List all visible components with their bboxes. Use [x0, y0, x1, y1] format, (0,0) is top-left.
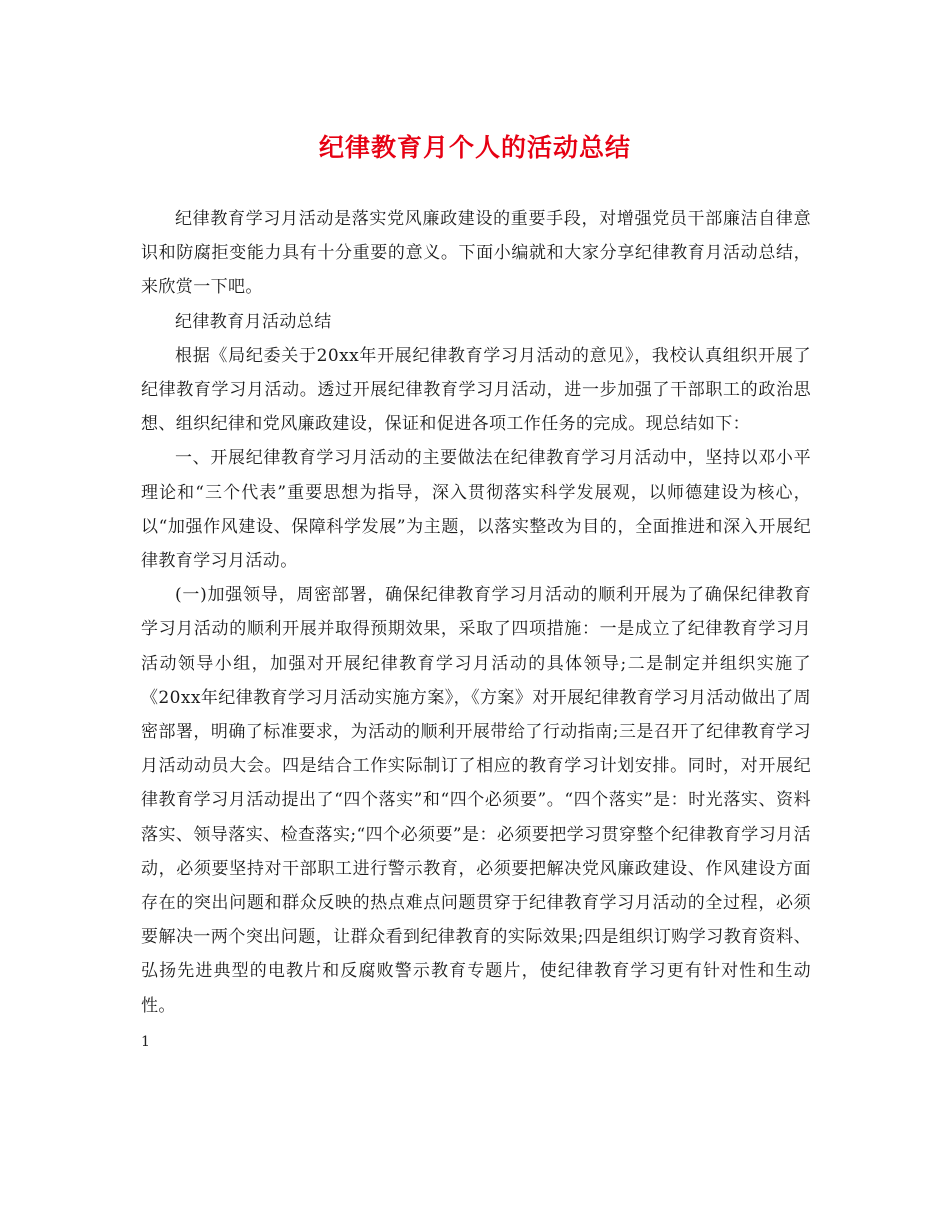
document-title: 纪律教育月个人的活动总结 [318, 133, 631, 162]
paragraph-subheading: 纪律教育月活动总结 [175, 311, 332, 332]
paragraph-intro: 纪律教育学习月活动是落实党风廉政建设的重要手段，对增强党员干部廉洁自律意识和防腐拒变能力具有十分重要的意义。下面小编就和大家分享纪律教育月活动总结，来欣赏一下吧。 [141, 209, 811, 298]
document-body [141, 202, 811, 1023]
page-number: 1 [141, 1034, 150, 1050]
paragraph-basis: 根据《局纪委关于20xx年开展纪律教育学习月活动的意见》，我校认真组织开展了纪律教育学习月活动。透过开展纪律教育学习月活动，进一步加强了干部职工的政治思想、组织纪律和党风廉政建设，保证和促进各项工作任务的完成。现总结如下： [141, 345, 811, 435]
paragraph-subsection-one: (一)加强领导，周密部署，确保纪律教育学习月活动的顺利开展为了确保纪律教育学习月活动的顺利开展并取得预期效果，采取了四项措施：一是成立了纪律教育学习月活动领导小组，加强对开展纪律教育学习月活动的具体领导;二是制定并组织实施了《20xx年纪律教育学习月活动实施方案》，《方案》对开展纪律教育学习月活动做出了周密部署，明确了标准要求，为活动的顺利开展带给了行动指南;三是召开了纪律教育学习月活动动员大会。四是结合工作实际制订了相应的教育学习计划安排。同时，对开展纪律教育学习月活动提出了“四个落实”和“四个必须要”。“四个落实”是：时光落实、资料落实、领导落实、检查落实;“四个必须要”是：必须要把学习贯穿整个纪律教育学习月活动，必须要坚持对干部职工进行警示教育，必须要把解决党风廉政建设、作风建设方面存在的突出问题和群众反映的热点难点问题贯穿于纪律教育学习月活动的全过程，必须要解决一两个突出问题，让群众看到纪律教育的实际效果;四是组织订购学习教育资料、弘扬先进典型的电教片和反腐败警示教育专题片，使纪律教育学习更有针对性和生动性。 [141, 585, 811, 1016]
paragraph-section-one: 一、开展纪律教育学习月活动的主要做法在纪律教育学习月活动中，坚持以邓小平理论和“三个代表”重要思想为指导，深入贯彻落实科学发展观，以师德建设为核心，以“加强作风建设、保障科学发展”为主题，以落实整改为目的，全面推进和深入开展纪律教育学习月活动。 [141, 448, 811, 572]
